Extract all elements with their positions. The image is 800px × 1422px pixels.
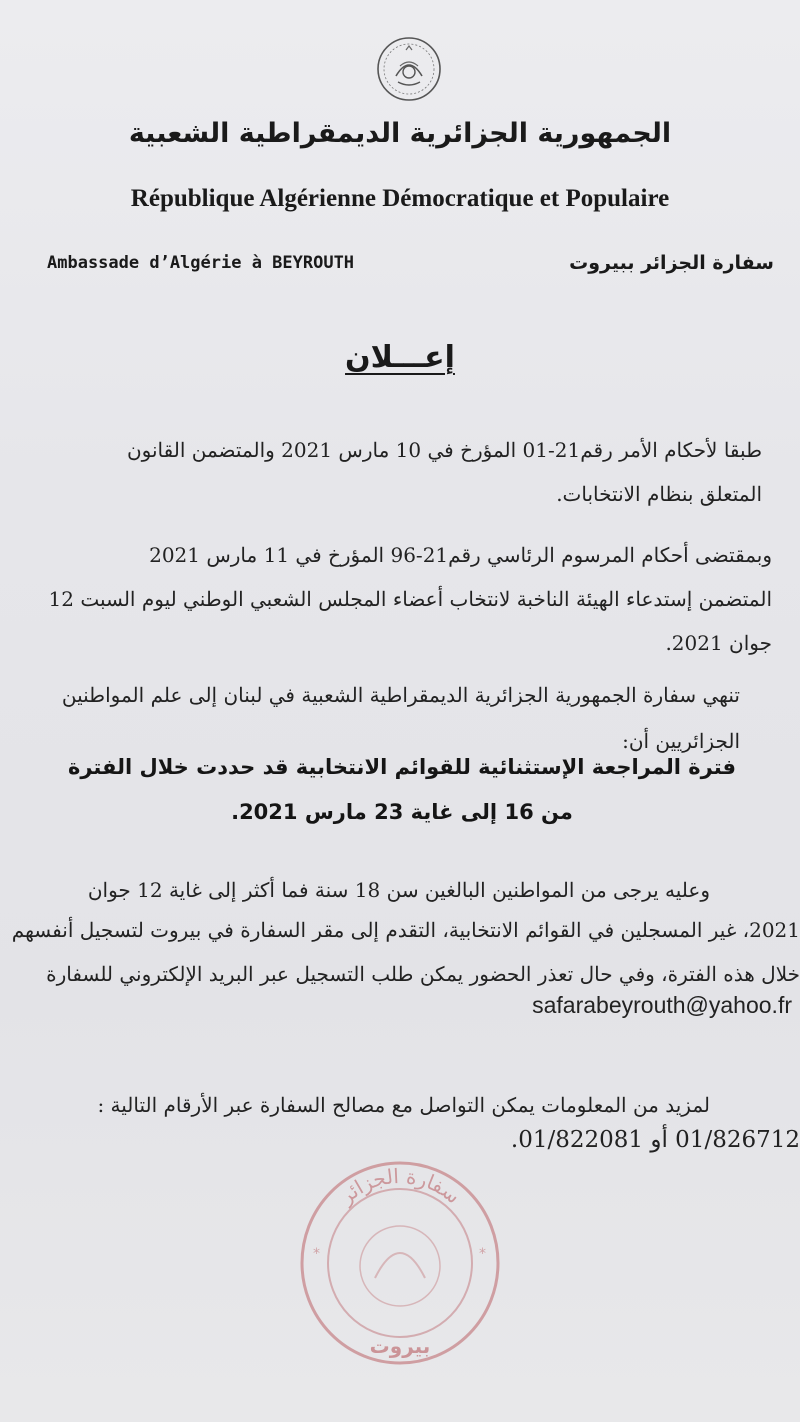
paragraph-line: خلال هذه الفترة، وفي حال تعذر الحضور يمكن طلب التسجيل عبر البريد الإلكتروني للسفارة [46, 962, 800, 986]
paragraph-line: طبقا لأحكام الأمر رقم21-01 المؤرخ في 10 مارس 2021 والمتضمن القانون [126, 438, 762, 462]
highlight-revision-period: فترة المراجعة الإستثنائية للقوائم الانتخابية قد حددت خلال الفترة [67, 755, 737, 779]
paragraph-line: جوان 2021. [665, 631, 772, 655]
svg-text:سفارة الجزائر [334, 1164, 465, 1209]
phone-numbers: 01/826712 أو 01/822081. [510, 1127, 800, 1153]
embassy-name-french: Ambassade d’Algérie à BEYROUTH [47, 253, 355, 273]
paragraph-line: وعليه يرجى من المواطنين البالغين سن 18 سنة فما أكثر إلى غاية 12 جوان [87, 878, 710, 902]
paragraph-presidential-decree [40, 533, 772, 665]
paragraph-line [12, 868, 710, 912]
paragraph-legal-basis [40, 428, 762, 516]
embassy-stamp-icon [295, 1148, 505, 1378]
paragraph-line: وبمقتضى أحكام المرسوم الرئاسي رقم21-96 المؤرخ في 11 مارس 2021 [149, 543, 772, 567]
paragraph-line: المتضمن إستدعاء الهيئة الناخبة لانتخاب أعضاء المجلس الشعبي الوطني ليوم السبت 12 [48, 587, 772, 611]
notice-title [0, 340, 800, 375]
highlight-revision-dates: من 16 إلى غاية 23 مارس 2021. [231, 800, 573, 824]
paragraph-line: لمزيد من المعلومات يمكن التواصل مع مصالح السفارة عبر الأرقام التالية : [97, 1093, 710, 1117]
notice-title-text: إعـــلان [345, 340, 455, 375]
svg-text:*: * [313, 1246, 320, 1262]
embassy-email: safarabeyrouth@yahoo.fr [532, 992, 792, 1018]
emblem-seal-icon [376, 36, 442, 102]
paragraph-line: الجزائريين أن: [622, 729, 740, 753]
paragraph-line: تنهي سفارة الجمهورية الجزائرية الديمقراطية الشعبية في لبنان إلى علم المواطنين [61, 683, 740, 707]
paragraph-embassy-notice [40, 672, 740, 764]
french-republic-title: République Algérienne Démocratique et Populaire [130, 185, 670, 212]
paragraph-line [6, 952, 800, 996]
paragraph-line: المتعلق بنظام الانتخابات. [556, 482, 762, 506]
stamp-bottom-text: بيروت [369, 1334, 431, 1358]
embassy-name-arabic: سفارة الجزائر ببيروت [569, 252, 774, 274]
paragraph-line [6, 908, 800, 952]
arabic-republic-title: الجمهورية الجزائرية الديمقراطية الشعبية [128, 118, 672, 149]
paragraph-contact [20, 1083, 710, 1127]
paragraph-line: 2021، غير المسجلين في القوائم الانتخابية، التقدم إلى مقر السفارة في بيروت لتسجيل أنفسهم [11, 918, 800, 942]
svg-text:*: * [479, 1246, 486, 1262]
stamp-top-text: سفارة الجزائر [334, 1163, 466, 1209]
